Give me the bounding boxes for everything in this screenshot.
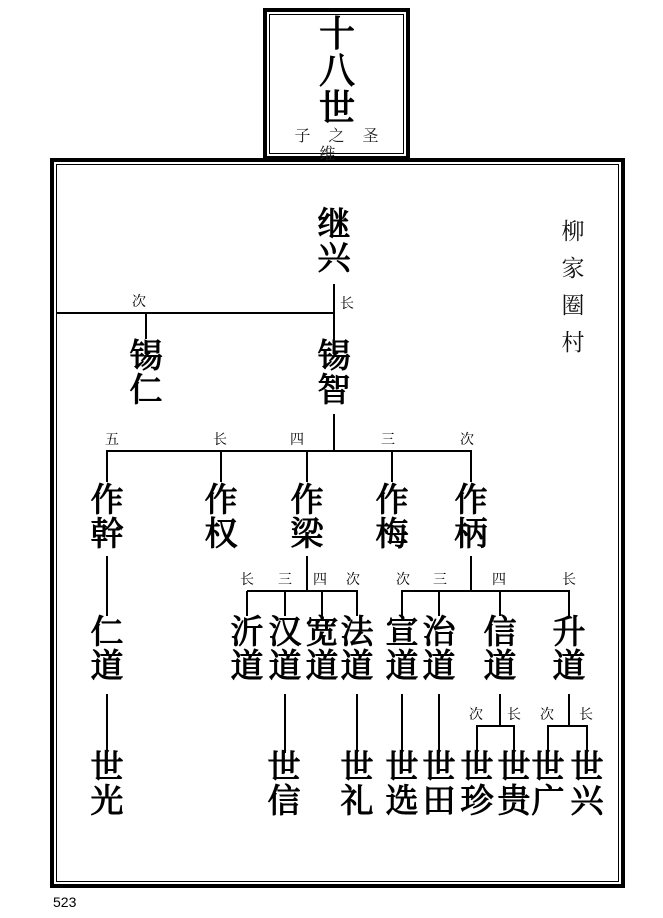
order-label-wu: 五 — [105, 433, 119, 448]
connector-vline — [568, 694, 570, 727]
connector-hline — [476, 725, 515, 727]
order-label-si: 四 — [492, 573, 506, 588]
connector-hline — [547, 725, 588, 727]
connector-vline — [391, 451, 393, 482]
person-zhidao: 治道 — [422, 615, 456, 685]
connector-hline — [106, 450, 472, 452]
page-number: 523 — [53, 894, 77, 910]
order-label-ci: 次 — [396, 573, 410, 588]
person-zuoquan: 作权 — [204, 483, 238, 553]
connector-vline — [145, 313, 147, 339]
person-xizhi: 锡智 — [317, 339, 351, 409]
connector-vline — [356, 694, 358, 753]
connector-vline — [438, 591, 440, 616]
person-zuomei: 作梅 — [375, 483, 409, 553]
order-label-zhang: 长 — [240, 573, 254, 588]
order-label-zhang: 长 — [562, 573, 576, 588]
connector-vline — [568, 591, 570, 616]
connector-vline — [333, 414, 335, 452]
connector-vline — [470, 451, 472, 482]
person-rendao: 仁道 — [90, 615, 124, 685]
person-zuoliang: 作梁 — [290, 483, 324, 553]
person-shigui: 世贵 — [497, 750, 531, 820]
connector-vline — [401, 694, 403, 753]
connector-vline — [547, 726, 549, 753]
person-yidao: 沂道 — [230, 615, 264, 685]
connector-vline — [246, 591, 248, 616]
connector-hline — [57, 312, 334, 314]
connector-vline — [306, 451, 308, 482]
person-fadao: 法道 — [340, 615, 374, 685]
order-label-ci: 次 — [469, 708, 483, 723]
order-label-san: 三 — [381, 433, 395, 448]
person-xiren: 锡仁 — [129, 339, 163, 409]
connector-vline — [586, 726, 588, 753]
connector-vline — [401, 591, 403, 616]
person-kuandao: 宽道 — [305, 615, 339, 685]
person-xindao: 信道 — [483, 615, 517, 685]
connector-vline — [476, 726, 478, 753]
order-label-zhang: 长 — [507, 708, 521, 723]
connector-vline — [106, 556, 108, 616]
connector-vline — [470, 556, 472, 592]
connector-vline — [356, 591, 358, 616]
connector-vline — [220, 451, 222, 482]
person-jixing: 继兴 — [317, 207, 351, 277]
connector-vline — [106, 694, 108, 753]
person-handao: 汉道 — [268, 615, 302, 685]
order-label-zhang: 长 — [213, 433, 227, 448]
connector-vline — [284, 694, 286, 753]
generation-note: 子之圣维 — [294, 128, 397, 163]
connector-hline — [401, 590, 570, 592]
connector-vline — [321, 591, 323, 616]
order-label-san: 三 — [278, 573, 292, 588]
connector-vline — [438, 694, 440, 753]
generation-title: 十八世 — [318, 14, 355, 128]
person-shengdao: 升道 — [552, 615, 586, 685]
village-name: 柳家圈村 — [561, 219, 585, 355]
person-shitian: 世田 — [422, 750, 456, 820]
order-label-si: 四 — [290, 433, 304, 448]
person-zuobing: 作柄 — [454, 483, 488, 553]
person-shixin: 世信 — [267, 750, 301, 820]
connector-vline — [499, 694, 501, 727]
order-label-zhang: 长 — [340, 297, 354, 312]
order-label-san: 三 — [433, 573, 447, 588]
person-zuogan: 作幹 — [90, 483, 124, 553]
connector-vline — [306, 556, 308, 592]
order-label-ci: 次 — [540, 708, 554, 723]
connector-vline — [284, 591, 286, 616]
order-label-si: 四 — [313, 573, 327, 588]
order-label-ci: 次 — [132, 295, 146, 310]
connector-vline — [499, 591, 501, 616]
order-label-zhang: 长 — [579, 708, 593, 723]
person-shiguang: 世光 — [90, 750, 124, 820]
order-label-ci: 次 — [346, 573, 360, 588]
connector-hline — [247, 590, 358, 592]
order-label-ci: 次 — [460, 433, 474, 448]
person-shixuan: 世选 — [385, 750, 419, 820]
person-shili: 世礼 — [340, 750, 374, 820]
person-xuandao: 宣道 — [385, 615, 419, 685]
person-shixing: 世兴 — [570, 750, 604, 820]
person-shizhen: 世珍 — [460, 750, 494, 820]
connector-vline — [513, 726, 515, 753]
connector-vline — [106, 451, 108, 482]
person-shiguangtwo: 世广 — [531, 750, 565, 820]
